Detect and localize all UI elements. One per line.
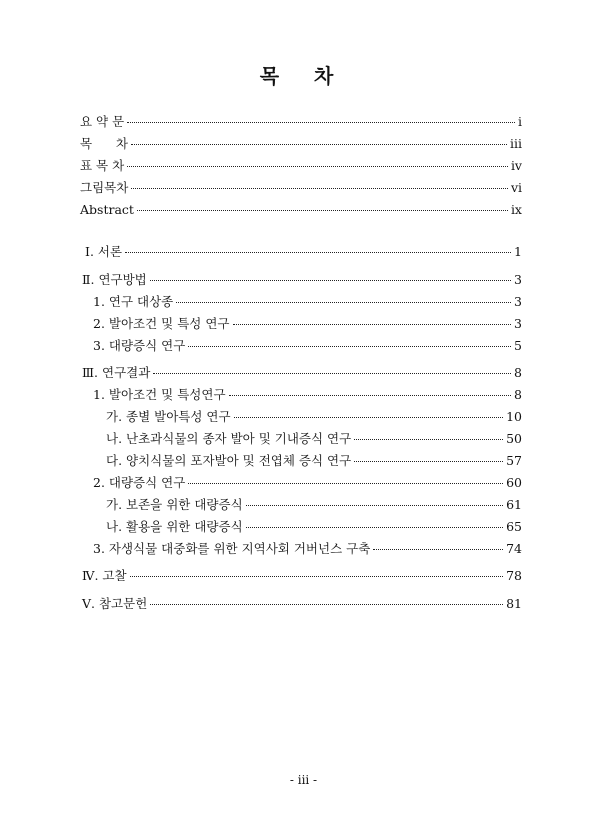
dot-leader (246, 505, 503, 506)
dot-leader (188, 483, 503, 484)
toc-entry[interactable] (82, 568, 522, 584)
toc-entry-label: Ⅰ. 서론 (85, 244, 123, 259)
toc-entry-label: 그림목차 (80, 180, 129, 195)
toc-entry-page: 10 (506, 409, 522, 424)
dot-leader (153, 373, 511, 374)
toc-entry-page: 8 (514, 365, 522, 380)
toc-entry-page: 50 (506, 431, 522, 446)
toc-entry[interactable] (106, 519, 522, 535)
toc-entry-page: 3 (514, 316, 522, 331)
toc-entry-page: 74 (506, 541, 522, 556)
toc-entry-label: 1. 발아조건 및 특성연구 (93, 387, 226, 402)
toc-entry-label: 목 차 (80, 136, 128, 151)
toc-entry-label: 1. 연구 대상종 (93, 294, 174, 309)
toc-entry[interactable] (106, 409, 522, 425)
toc-entry-page: 3 (514, 272, 522, 287)
toc-entry-page: 78 (506, 568, 522, 583)
toc-entry-label: Ⅲ. 연구결과 (82, 365, 151, 380)
toc-entry-page: 5 (514, 338, 522, 353)
dot-leader (373, 549, 503, 550)
dot-leader (188, 346, 511, 347)
toc-entry[interactable] (106, 497, 522, 513)
toc-entry-page: 65 (506, 519, 522, 534)
dot-leader (130, 576, 504, 577)
toc-entry[interactable] (80, 158, 522, 174)
toc-entry[interactable] (82, 596, 522, 612)
toc-entry-page: 57 (506, 453, 522, 468)
toc-entry-label: 표 목 차 (80, 158, 125, 173)
toc-entry-label: 가. 종별 발아특성 연구 (106, 409, 231, 424)
toc-entry-label: Ⅴ. 참고문헌 (82, 596, 148, 611)
toc-entry-label: Ⅱ. 연구방법 (82, 272, 147, 287)
toc-entry[interactable] (82, 272, 522, 288)
toc-entry[interactable] (93, 541, 522, 557)
dot-leader (127, 166, 508, 167)
toc-entry-page: 81 (506, 596, 522, 611)
toc-entry[interactable] (93, 338, 522, 354)
toc-entry[interactable] (93, 294, 522, 310)
toc-entry[interactable] (106, 431, 522, 447)
toc-entry-page: 61 (506, 497, 522, 512)
toc-entry-page: 3 (514, 294, 522, 309)
toc-entry-page: iii (510, 136, 522, 151)
toc-entry[interactable] (106, 453, 522, 469)
toc-entry[interactable] (80, 114, 522, 130)
toc-entry-page: iv (510, 158, 522, 173)
toc-entry[interactable] (93, 316, 522, 332)
toc-entry[interactable] (82, 365, 522, 381)
toc-entry-label: 3. 자생식물 대중화를 위한 지역사회 거버넌스 구축 (93, 541, 371, 556)
toc-entry-label: 나. 활용을 위한 대량증식 (106, 519, 243, 534)
toc-entry-label: 2. 발아조건 및 특성 연구 (93, 316, 230, 331)
toc-entry[interactable] (93, 475, 522, 491)
dot-leader (127, 122, 515, 123)
toc-entry-label: 나. 난초과식물의 종자 발아 및 기내증식 연구 (106, 431, 352, 446)
toc-entry[interactable] (85, 244, 522, 260)
toc-entry-page: ix (510, 202, 522, 217)
toc-entry-label: 요 약 문 (80, 114, 125, 129)
dot-leader (354, 461, 503, 462)
dot-leader (125, 252, 511, 253)
dot-leader (354, 439, 503, 440)
dot-leader (176, 302, 511, 303)
page-title: 목 차 (259, 64, 348, 88)
dot-leader (137, 210, 508, 211)
toc-entry-label: 2. 대량증식 연구 (93, 475, 186, 490)
toc-entry-label: 다. 양치식물의 포자발아 및 전엽체 증식 연구 (106, 453, 352, 468)
dot-leader (229, 395, 512, 396)
toc-entry[interactable] (80, 180, 522, 196)
dot-leader (150, 280, 511, 281)
toc-entry-page: 8 (514, 387, 522, 402)
dot-leader (131, 188, 508, 189)
dot-leader (233, 324, 512, 325)
dot-leader (131, 144, 507, 145)
toc-entry-label: 가. 보존을 위한 대량증식 (106, 497, 243, 512)
toc-entry[interactable] (93, 387, 522, 403)
toc-entry-label: Abstract (80, 202, 134, 217)
toc-entry-page: 1 (514, 244, 522, 259)
toc-entry[interactable] (80, 136, 522, 152)
toc-entry-label: Ⅳ. 고찰 (82, 568, 127, 583)
dot-leader (234, 417, 504, 418)
toc-entry-page: vi (510, 180, 522, 195)
toc-entry-page: i (518, 114, 522, 129)
page-number-footer: - iii - (289, 773, 318, 787)
dot-leader (150, 604, 503, 605)
dot-leader (246, 527, 503, 528)
toc-entry[interactable] (80, 202, 522, 218)
toc-entry-label: 3. 대량증식 연구 (93, 338, 186, 353)
toc-entry-page: 60 (506, 475, 522, 490)
